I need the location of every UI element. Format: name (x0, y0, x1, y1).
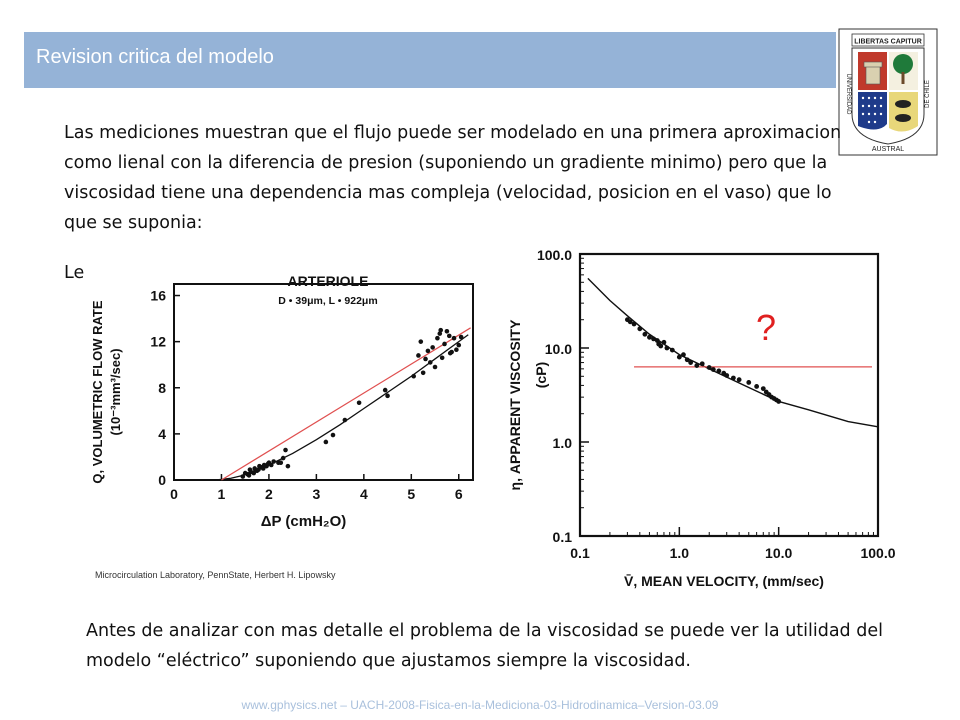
data-point (454, 347, 459, 352)
viscosity-chart (488, 232, 896, 604)
x-tick-label: 5 (407, 486, 416, 502)
data-point (271, 459, 276, 464)
data-point (357, 400, 362, 405)
crest-motto: LIBERTAS CAPITUR (854, 38, 922, 46)
data-point (637, 326, 642, 331)
x-axis-label: ΔP (cmH₂O) (260, 513, 347, 530)
data-point (331, 433, 336, 438)
data-point (426, 349, 431, 354)
y-axis-unit-label: (cP) (533, 361, 549, 389)
y-tick-label: 1.0 (552, 435, 572, 451)
data-point (658, 344, 663, 349)
stray-text: Le (64, 263, 85, 283)
data-point (385, 394, 390, 399)
y-tick-label: 0.1 (552, 529, 572, 545)
data-point (283, 448, 288, 453)
y-axis-label: η, APPARENT VISCOSITY (507, 319, 523, 491)
footer-text: www.gphysics.net – UACH-2008-Fisica-en-la-Mediciona-03-Hidrodinamica–Version-03.09 (241, 698, 719, 712)
data-point (716, 369, 721, 374)
data-point (433, 365, 438, 370)
plot-frame (174, 284, 473, 480)
y-tick-label: 8 (158, 379, 166, 396)
y-tick-label: 10.0 (544, 341, 572, 357)
crest-left-text: UNIVERSIDAD (845, 73, 851, 115)
data-point (688, 360, 693, 365)
y-tick-label: 12 (150, 333, 166, 350)
x-axis-label: V̄, MEAN VELOCITY, (mm/sec) (624, 573, 824, 589)
data-point (737, 377, 742, 382)
data-point (642, 332, 647, 337)
data-point (266, 462, 271, 467)
data-point (324, 440, 329, 445)
y-tick-label: 100.0 (536, 247, 572, 263)
data-point (665, 346, 670, 351)
data-point (694, 363, 699, 368)
data-point (662, 340, 667, 345)
chart-subtitle: D • 39μm, L • 922μm (278, 295, 378, 307)
x-tick-label: 0 (170, 486, 178, 502)
chart-title: ARTERIOLE (287, 273, 369, 289)
x-tick-label: 2 (265, 486, 273, 502)
data-point (281, 456, 286, 461)
x-tick-label: 4 (359, 486, 368, 502)
data-point (421, 370, 426, 375)
data-point (746, 380, 751, 385)
x-tick-label: 3 (312, 486, 321, 502)
x-tick-label: 10.0 (765, 545, 793, 561)
data-point (435, 336, 440, 341)
data-point (418, 339, 423, 344)
data-point (256, 467, 261, 472)
data-point (383, 388, 388, 393)
crest-right-text: DE CHILE (925, 80, 931, 108)
data-point (459, 335, 464, 340)
data-point (430, 345, 435, 350)
data-point (438, 328, 443, 333)
data-point (442, 342, 447, 347)
data-point (416, 353, 421, 358)
data-point (286, 464, 291, 469)
y-axis-label: Q, VOLUMETRIC FLOW RATE (90, 300, 105, 484)
data-point (700, 361, 705, 366)
figure-credit: Microcirculation Laboratory, PennState, Herbert H. Lipowsky (95, 570, 336, 580)
data-point (448, 351, 453, 356)
y-tick-label: 16 (150, 287, 166, 304)
data-point (428, 360, 433, 365)
crest-bottom-text: AUSTRAL (871, 146, 905, 153)
data-point (452, 336, 457, 341)
data-point (411, 374, 416, 379)
x-tick-label: 6 (454, 486, 463, 502)
data-point (445, 329, 450, 334)
y-tick-label: 0 (158, 472, 166, 488)
y-axis-unit-label: (10⁻³mm³/sec) (108, 348, 123, 436)
slide-title: Revision critica del modelo (36, 46, 274, 68)
title-banner (24, 32, 836, 88)
flow-rate-chart (88, 254, 488, 560)
plot-frame (580, 254, 878, 536)
x-tick-label: 100.0 (860, 545, 896, 561)
x-tick-label: 1 (217, 486, 226, 502)
data-point (677, 355, 682, 360)
data-point (731, 376, 736, 381)
outro-paragraph: Antes de analizar con mas detalle el problema de la viscosidad se puede ver la utilidad del modelo “eléctrico” suponiendo que ajustamos siempre la viscosidad. (86, 621, 883, 671)
data-point (776, 399, 781, 404)
x-tick-label: 1.0 (669, 545, 690, 561)
x-tick-label: 0.1 (570, 545, 590, 561)
question-mark-annotation: ? (755, 307, 777, 348)
data-point (647, 335, 652, 340)
data-point (632, 322, 637, 327)
data-point (278, 460, 283, 465)
intro-paragraph: Las mediciones muestran que el flujo puede ser modelado en una primera aproximacion como lienal con la diferencia de presion (suponiendo un gradiente minimo) pero que la viscosidad tiene una dependencia mas compleja (velocidad, posicion en el vaso) que lo que se suponia: (64, 123, 842, 233)
data-point (754, 384, 759, 389)
data-point (707, 365, 712, 370)
linear-fit-line (221, 328, 470, 480)
data-point (261, 466, 266, 471)
data-point (670, 348, 675, 353)
fit-curve (588, 278, 878, 426)
data-point (423, 357, 428, 362)
y-tick-label: 4 (158, 425, 166, 442)
data-point (247, 473, 252, 478)
data-point (711, 367, 716, 372)
data-point (681, 352, 686, 357)
data-point (251, 471, 256, 476)
data-point (343, 418, 348, 423)
data-point (724, 373, 729, 378)
data-point (456, 343, 461, 348)
data-point (440, 355, 445, 360)
data-point (447, 334, 452, 339)
